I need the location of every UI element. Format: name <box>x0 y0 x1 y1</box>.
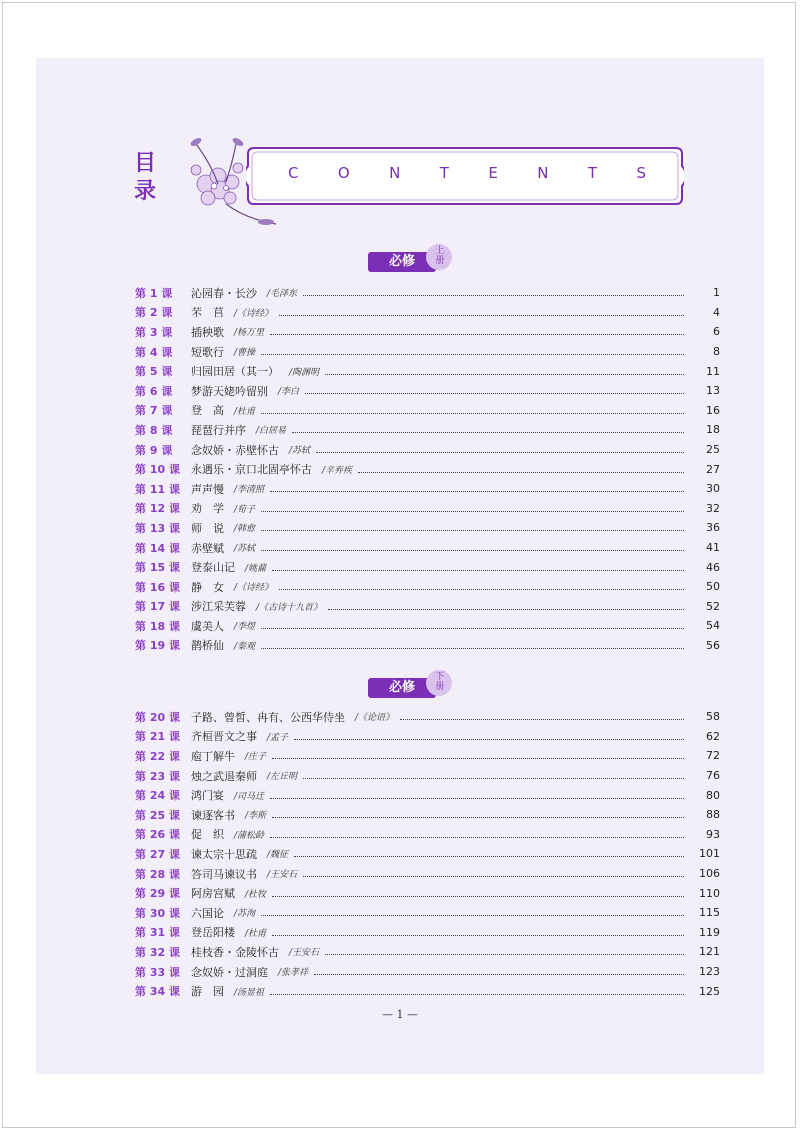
lesson-title: 六国论 <box>191 906 224 920</box>
dot-leader <box>314 974 684 975</box>
lesson-author: /王安石 <box>267 870 298 881</box>
lesson-author: /苏洵 <box>234 909 256 920</box>
toc-entry[interactable] <box>135 805 720 825</box>
lesson-author: /陶渊明 <box>289 367 320 378</box>
lesson-author: /苏轼 <box>234 544 256 555</box>
dot-leader <box>261 628 684 629</box>
toc-entry[interactable] <box>135 962 720 982</box>
lesson-author: /王安石 <box>289 948 320 959</box>
toc-entry[interactable] <box>135 785 720 805</box>
toc-entry[interactable] <box>135 766 720 786</box>
lesson-title: 鹊桥仙 <box>191 639 224 653</box>
toc-list-volume-1 <box>135 283 720 655</box>
toc-entry[interactable] <box>135 479 720 499</box>
toc-entry[interactable] <box>135 903 720 923</box>
dot-leader <box>270 798 684 799</box>
lesson-title: 归园田居（其一） <box>191 365 279 379</box>
page-ref: 52 <box>706 599 720 613</box>
lesson-title: 虞美人 <box>191 619 224 633</box>
toc-entry[interactable] <box>135 342 720 362</box>
page-title <box>134 150 164 206</box>
lesson-author: /白居易 <box>256 426 287 437</box>
dot-leader <box>261 550 684 551</box>
dot-leader <box>270 837 684 838</box>
toc-entry[interactable] <box>135 883 720 903</box>
lesson-number: 第 27 课 <box>135 847 180 861</box>
page-ref: 80 <box>706 788 720 802</box>
page-ref: 46 <box>706 560 720 574</box>
lesson-title: 阿房宫赋 <box>191 887 235 901</box>
lesson-author: /庄子 <box>245 752 267 763</box>
lesson-author: /孟子 <box>267 732 289 743</box>
lesson-author: /韩愈 <box>234 524 256 535</box>
toc-entry[interactable] <box>135 440 720 460</box>
lesson-title: 师 说 <box>191 521 224 535</box>
lesson-title: 鸿门宴 <box>191 789 224 803</box>
dot-leader <box>272 896 684 897</box>
lesson-number: 第 15 课 <box>135 561 180 575</box>
lesson-number: 第 23 课 <box>135 769 180 783</box>
lesson-title: 永遇乐・京口北固亭怀古 <box>191 463 312 477</box>
page-ref: 11 <box>706 364 720 378</box>
lesson-number: 第 4 课 <box>135 345 173 359</box>
lesson-author: /魏征 <box>267 850 289 861</box>
dot-leader <box>358 472 684 473</box>
dot-leader <box>279 315 684 316</box>
document-page <box>36 58 764 1074</box>
lesson-title: 谏逐客书 <box>191 808 235 822</box>
lesson-number: 第 6 课 <box>135 384 173 398</box>
contents-letter: C <box>288 164 301 182</box>
lesson-author: /曹操 <box>234 348 256 359</box>
toc-entry[interactable] <box>135 825 720 845</box>
lesson-number: 第 11 课 <box>135 482 180 496</box>
lesson-title: 登泰山记 <box>191 561 235 575</box>
lesson-title: 庖丁解牛 <box>191 749 235 763</box>
lesson-title: 劝 学 <box>191 502 224 516</box>
section-badge-text: 上册 <box>435 246 445 266</box>
lesson-author: /杜甫 <box>245 928 267 939</box>
lesson-author: /辛弃疾 <box>322 465 353 476</box>
lesson-author: /《古诗十九首》 <box>256 602 323 613</box>
page-ref: 56 <box>706 638 720 652</box>
dot-leader <box>270 994 684 995</box>
contents-heading <box>288 164 648 182</box>
page-ref: 30 <box>706 482 720 496</box>
lesson-number: 第 21 课 <box>135 730 180 744</box>
lesson-author: /秦观 <box>234 641 256 652</box>
dot-leader <box>261 354 684 355</box>
section-header-volume-1 <box>368 244 458 274</box>
page-ref: 72 <box>706 749 720 763</box>
toc-entry[interactable] <box>135 322 720 342</box>
lesson-author: /《诗经》 <box>234 308 274 319</box>
dot-leader <box>261 511 684 512</box>
contents-letter: O <box>337 164 352 182</box>
page-ref: 115 <box>699 906 720 920</box>
lesson-title: 游 园 <box>191 985 224 999</box>
lesson-title: 芣 苢 <box>191 306 224 320</box>
lesson-number: 第 8 课 <box>135 423 173 437</box>
page-ref: 50 <box>706 580 720 594</box>
toc-entry[interactable] <box>135 981 720 1001</box>
lesson-author: /李煜 <box>234 622 256 633</box>
lesson-author: /《论语》 <box>355 713 395 724</box>
lesson-author: /汤显祖 <box>234 987 265 998</box>
contents-letter: T <box>587 164 600 182</box>
lesson-author: /杜牧 <box>245 889 267 900</box>
dot-leader <box>292 432 684 433</box>
lesson-author: /李白 <box>278 387 300 398</box>
page-ref: 58 <box>706 710 720 724</box>
lesson-title: 谏太宗十思疏 <box>191 847 257 861</box>
page-ref: 32 <box>706 501 720 515</box>
dot-leader <box>261 915 684 916</box>
page-ref: 123 <box>699 965 720 979</box>
lesson-number: 第 17 课 <box>135 600 180 614</box>
lesson-author: /司马迁 <box>234 791 265 802</box>
title-char-1: 目 <box>134 151 157 176</box>
lesson-number: 第 22 课 <box>135 749 180 763</box>
title-char-2: 录 <box>134 179 157 204</box>
lesson-title: 短歌行 <box>191 345 224 359</box>
lesson-title: 念奴娇・过洞庭 <box>191 965 268 979</box>
dot-leader <box>328 609 684 610</box>
toc-entry[interactable] <box>135 616 720 636</box>
lesson-number: 第 18 课 <box>135 619 180 633</box>
lesson-number: 第 33 课 <box>135 965 180 979</box>
toc-entry[interactable] <box>135 459 720 479</box>
toc-entry[interactable] <box>135 923 720 943</box>
lesson-number: 第 1 课 <box>135 286 173 300</box>
lesson-number: 第 13 课 <box>135 521 180 535</box>
toc-entry[interactable] <box>135 577 720 597</box>
page-ref: 6 <box>713 325 720 339</box>
dot-leader <box>261 413 684 414</box>
lesson-title: 声声慢 <box>191 482 224 496</box>
page-ref: 36 <box>706 521 720 535</box>
lesson-title: 插秧歌 <box>191 325 224 339</box>
lesson-number: 第 14 课 <box>135 541 180 555</box>
lesson-title: 促 织 <box>191 828 224 842</box>
lesson-author: /姚鼐 <box>245 563 267 574</box>
lesson-number: 第 32 课 <box>135 945 180 959</box>
lesson-author: /左丘明 <box>267 772 298 783</box>
dot-leader <box>261 530 684 531</box>
dot-leader <box>272 570 684 571</box>
lesson-number: 第 19 课 <box>135 639 180 653</box>
lesson-number: 第 25 课 <box>135 808 180 822</box>
lesson-author: /李清照 <box>234 485 265 496</box>
lesson-number: 第 9 课 <box>135 443 173 457</box>
dot-leader <box>270 334 684 335</box>
contents-letter: E <box>488 164 500 182</box>
page-ref: 110 <box>699 886 720 900</box>
toc-entry[interactable] <box>135 636 720 656</box>
page-ref: 13 <box>706 384 720 398</box>
page-ref: 54 <box>706 619 720 633</box>
lesson-number: 第 5 课 <box>135 365 173 379</box>
toc-entry[interactable] <box>135 303 720 323</box>
toc-entry[interactable] <box>135 557 720 577</box>
toc-list-volume-2 <box>135 707 720 1001</box>
lesson-title: 烛之武退秦师 <box>191 769 257 783</box>
toc-entry[interactable] <box>135 420 720 440</box>
page-ref: 88 <box>706 808 720 822</box>
lesson-number: 第 3 课 <box>135 325 173 339</box>
lesson-author: /毛泽东 <box>267 289 298 300</box>
dot-leader <box>303 295 684 296</box>
page-ref: 25 <box>706 443 720 457</box>
page-ref: 121 <box>699 945 720 959</box>
toc-entry[interactable] <box>135 942 720 962</box>
lesson-title: 涉江采芙蓉 <box>191 600 246 614</box>
toc-entry[interactable] <box>135 283 720 303</box>
page-ref: 119 <box>699 925 720 939</box>
lesson-number: 第 28 课 <box>135 867 180 881</box>
lesson-number: 第 16 课 <box>135 580 180 594</box>
toc-entry[interactable] <box>135 844 720 864</box>
dot-leader <box>303 778 684 779</box>
lesson-title: 登岳阳楼 <box>191 926 235 940</box>
page-ref: 93 <box>706 827 720 841</box>
page-ref: 1 <box>713 286 720 300</box>
page-ref: 41 <box>706 541 720 555</box>
lesson-title: 桂枝香・金陵怀古 <box>191 945 279 959</box>
page-ref: 76 <box>706 769 720 783</box>
section-label: 必修 <box>368 252 436 272</box>
lesson-number: 第 29 课 <box>135 887 180 901</box>
lesson-title: 子路、曾皙、冉有、公西华侍坐 <box>191 710 345 724</box>
lesson-number: 第 12 课 <box>135 502 180 516</box>
page-number: — 1 — <box>382 1008 418 1021</box>
dot-leader <box>272 935 684 936</box>
contents-letter: N <box>537 164 551 182</box>
page-ref: 27 <box>706 462 720 476</box>
dot-leader <box>279 589 684 590</box>
toc-entry[interactable] <box>135 538 720 558</box>
dot-leader <box>294 739 684 740</box>
lesson-title: 琵琶行并序 <box>191 423 246 437</box>
page-ref: 8 <box>713 345 720 359</box>
lesson-title: 赤壁赋 <box>191 541 224 555</box>
page-ref: 16 <box>706 403 720 417</box>
toc-entry[interactable] <box>135 746 720 766</box>
section-header-volume-2 <box>368 670 458 700</box>
lesson-title: 登 高 <box>191 404 224 418</box>
toc-entry[interactable] <box>135 401 720 421</box>
lesson-title: 念奴娇・赤壁怀古 <box>191 443 279 457</box>
page-ref: 106 <box>699 867 720 881</box>
dot-leader <box>261 648 684 649</box>
dot-leader <box>294 856 684 857</box>
contents-letter: S <box>636 164 648 182</box>
toc-entry[interactable] <box>135 361 720 381</box>
lesson-number: 第 30 课 <box>135 906 180 920</box>
toc-entry[interactable] <box>135 864 720 884</box>
lesson-number: 第 20 课 <box>135 710 180 724</box>
lesson-author: /《诗经》 <box>234 583 274 594</box>
toc-entry[interactable] <box>135 727 720 747</box>
section-label: 必修 <box>368 678 436 698</box>
dot-leader <box>303 876 684 877</box>
page-ref: 125 <box>699 984 720 998</box>
dot-leader <box>305 393 684 394</box>
lesson-author: /杜甫 <box>234 406 256 417</box>
lesson-title: 齐桓晋文之事 <box>191 730 257 744</box>
lesson-title: 静 女 <box>191 580 224 594</box>
lesson-author: /蒲松龄 <box>234 830 265 841</box>
dot-leader <box>270 491 684 492</box>
page-ref: 62 <box>706 729 720 743</box>
dot-leader <box>272 758 684 759</box>
lesson-title: 答司马谏议书 <box>191 867 257 881</box>
lesson-title: 梦游天姥吟留别 <box>191 384 268 398</box>
toc-entry[interactable] <box>135 518 720 538</box>
lesson-author: /杨万里 <box>234 328 265 339</box>
lesson-number: 第 31 课 <box>135 926 180 940</box>
contents-letter: T <box>439 164 451 182</box>
toc-entry[interactable] <box>135 597 720 617</box>
dot-leader <box>316 452 684 453</box>
lesson-author: /张孝祥 <box>278 968 309 979</box>
page-ref: 101 <box>699 847 720 861</box>
page-ref: 18 <box>706 423 720 437</box>
page-ref: 4 <box>713 305 720 319</box>
lesson-number: 第 7 课 <box>135 404 173 418</box>
lesson-number: 第 26 课 <box>135 828 180 842</box>
toc-entry[interactable] <box>135 381 720 401</box>
lesson-number: 第 34 课 <box>135 985 180 999</box>
dot-leader <box>325 374 684 375</box>
lesson-author: /苏轼 <box>289 446 311 457</box>
dot-leader <box>325 954 684 955</box>
lesson-number: 第 24 课 <box>135 789 180 803</box>
lesson-author: /李斯 <box>245 811 267 822</box>
contents-letter: N <box>389 164 403 182</box>
lesson-number: 第 10 课 <box>135 463 180 477</box>
toc-entry[interactable] <box>135 499 720 519</box>
toc-entry[interactable] <box>135 707 720 727</box>
lesson-author: /荀子 <box>234 504 256 515</box>
dot-leader <box>400 719 684 720</box>
lesson-title: 沁园春・长沙 <box>191 286 257 300</box>
section-badge-text: 下册 <box>435 672 445 692</box>
lesson-number: 第 2 课 <box>135 306 173 320</box>
dot-leader <box>272 817 684 818</box>
